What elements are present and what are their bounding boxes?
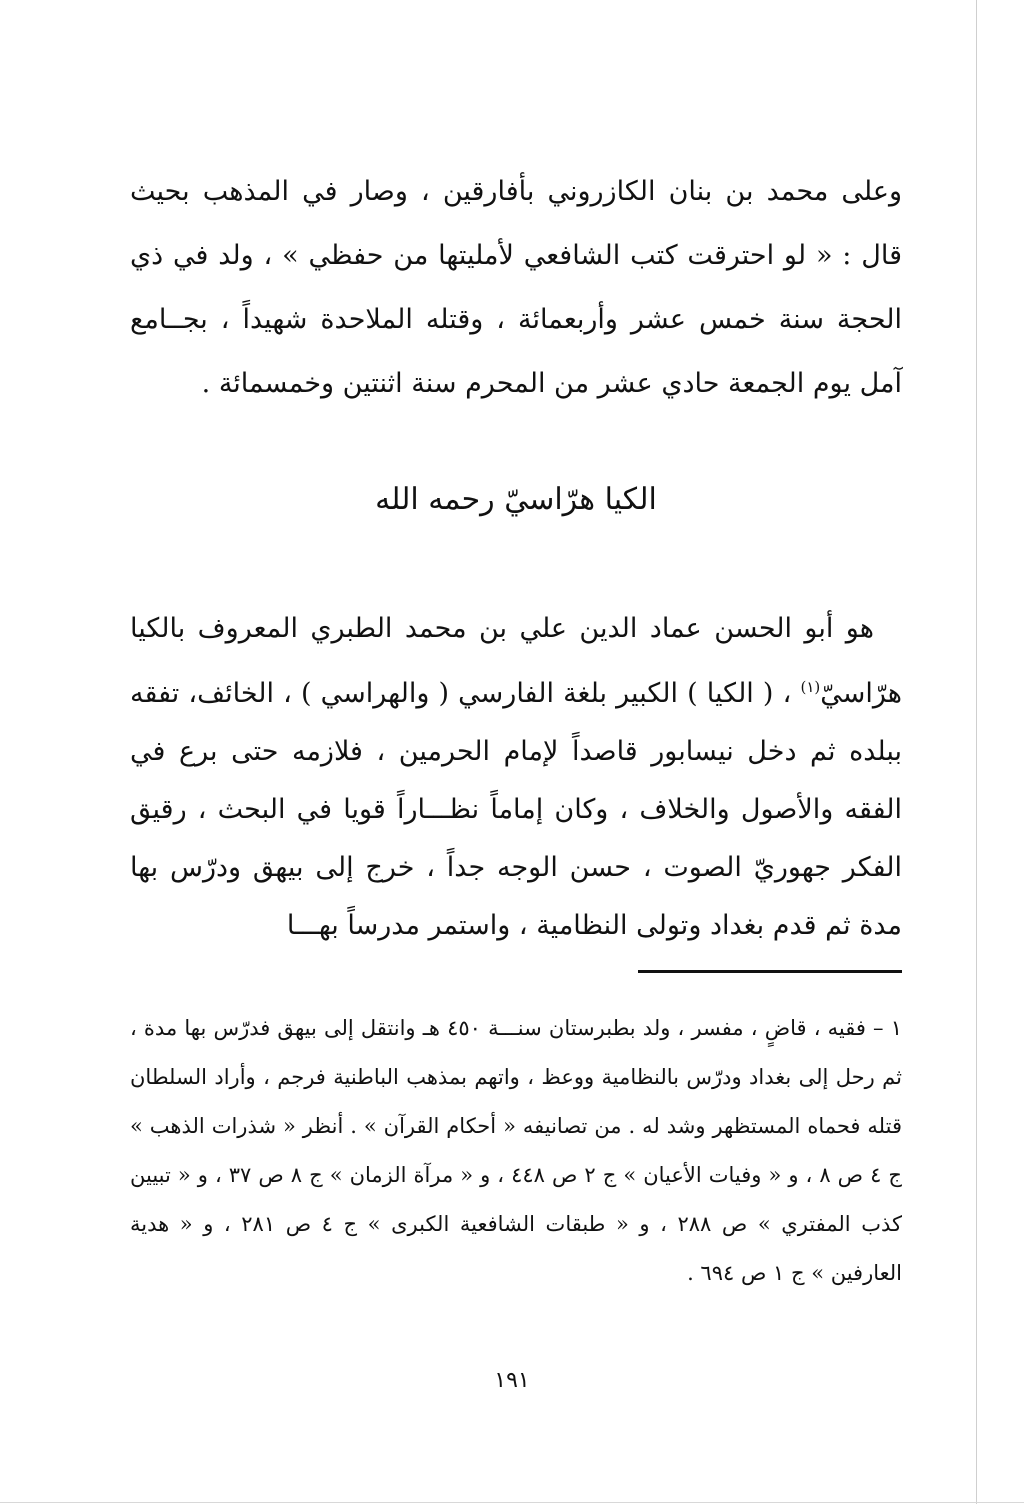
section-heading: الكيا هرّاسيّ رحمه الله — [375, 482, 657, 517]
biography-text-part1: هو أبو الحسن عماد الدين علي بن محمد الطبري المعروف بالكيا هرّاسيّ — [130, 613, 902, 709]
footnote-separator — [638, 970, 902, 973]
footnote-text: ١ – فقيه ، قاضٍ ، مفسر ، ولد بطبرستان سنـــة ٤٥٠ هـ وانتقل إلى بيهق فدرّس بها مدة ، ثم رحل إلى بغداد ودرّس بالنظامية ووعظ ، واتهم بمذهب الباطنية فرجم ، وأراد السلطان قتله فحماه المستظهر وشد له . من تصانيفه « أحكام القرآن » . أنظر « شذرات الذهب » ج ٤ ص ٨ ، و « وفيات الأعيان » ج ٢ ص ٤٤٨ ، و « مرآة الزمان » ج ٨ ص ٣٧ ، و « تبيين كذب المفتري » ص ٢٨٨ ، و « طبقات الشافعية الكبرى » ج ٤ ص ٢٨١ ، و « هدية العارفين » ج ١ ص ٦٩٤ . — [130, 1016, 902, 1285]
continued-paragraph — [130, 160, 902, 416]
page-number: ١٩١ — [494, 1368, 530, 1393]
biography-paragraph — [130, 600, 902, 955]
footnotes — [130, 1004, 902, 1298]
biography-paragraph-text — [130, 600, 902, 955]
page-edge-bottom — [0, 1502, 1024, 1503]
continued-paragraph-text: وعلى محمد بن بنان الكازروني بأفارقين ، وصار في المذهب بحيث قال : « لو احترقت كتب الشافعي لأمليتها من حفظي » ، ولد في ذي الحجة سنة خمس عشر وأربعمائة ، وقتله الملاحدة شهيداً ، بجــامع آمل يوم الجمعة حادي عشر من المحرم سنة اثنتين وخمسمائة . — [130, 176, 902, 399]
biography-text-part2: ، ( الكيا ) الكبير بلغة الفارسي ( والهراسي ) ، الخائف، تفقه ببلده ثم دخل نيسابور قاصداً لإمام الحرمين ، فلازمه حتى برع في الفقه والأصول والخلاف ، وكان إماماً نظـــاراً قويا في البحث ، رقيق الفكر جهوريّ الصوت ، حسن الوجه جداً ، خرج إلى بيهق ودرّس بها مدة ثم قدم بغداد وتولى النظامية ، واستمر مدرساً بهـــا — [130, 678, 902, 941]
page-edge-right — [976, 0, 977, 1504]
footnote-marker: (١) — [800, 678, 821, 696]
